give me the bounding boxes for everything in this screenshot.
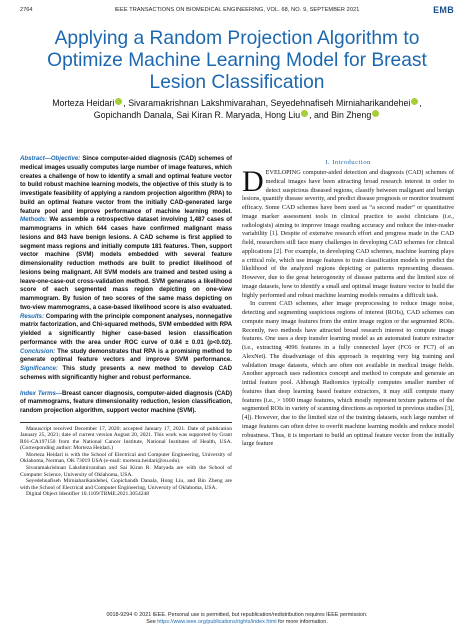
orcid-icon[interactable] — [301, 110, 308, 117]
abstract-results: Comparing with the principle component analyses, nonnegative matrix factorization, and Chi-squared methods, SVM embedded with RPA yielded a significantly higher case-based lesion classification performance with the area under ROC curve of 0.84 ± 0.01 (p<0.02). — [20, 312, 232, 346]
orcid-icon[interactable] — [411, 98, 418, 105]
significance-label: Significance: — [20, 365, 58, 372]
index-terms-label: Index Terms— — [20, 389, 63, 397]
author-group-2: Sivaramakrishnan Lakshmivarahan, Seyedehnafiseh Mirniaharikandehei — [128, 98, 411, 108]
abstract-objective: Since computer-aided diagnosis (CAD) schemes of medical images usually computes large number of image features, which creates a challenge of how to identify a small and optimal feature vector to build robust machine learning models, the objective of this study is to investigate feasibility of applying a random projection algorithm (RPA) to build an optimal feature vector from the initially CAD-generated large feature pool and improve performance of machine learning model. — [20, 155, 232, 215]
abstract-methods: We assemble a retrospective dataset involving 1,487 cases of mammograms in which 644 cases have confirmed malignant mass lesions and 843 have benign lesions. A CAD scheme is first applied to segment mass regions and initially compute 181 features. Then, support vector machine (SVM) models embedded with several feature dimensionality reduction methods are built to predict likelihood of lesions being malignant. All SVM models are trained and tested using a leave-one-case-out cross-validation method. SVM generates a likelihood score of each segmented mass region depicting on one-view mammogram. By fusion of two scores of the same mass depicting on two-view mammograms, a case-based likelihood score is also evaluated. — [20, 216, 232, 311]
footnote-affiliation: Seyedehnafiseh Mirniaharikandehei, Gopichandh Danala, Hong Liu, and Bin Zheng are with the School of Electrical and Computer Engineering, University of Oklahoma, USA. — [20, 478, 232, 491]
abstract-significance: This study presents a new method to develop CAD schemes with significantly higher and robust performance. — [20, 365, 232, 381]
orcid-icon[interactable] — [372, 110, 379, 117]
emb-logo: EMB — [433, 5, 454, 15]
journal-name: IEEE TRANSACTIONS ON BIOMEDICAL ENGINEERING, VOL. 68, NO. 9, SEPTEMBER 2021 — [114, 7, 360, 13]
drop-cap: D — [242, 165, 264, 198]
running-header — [20, 6, 454, 18]
rights-link[interactable]: https://www.ieee.org/publications/rights/index.html — [157, 619, 277, 625]
author-group-4: , and Bin Zheng — [309, 110, 372, 120]
footnote-manuscript: Manuscript received December 17, 2020; accepted January 17, 2021. Date of publication January 25, 2021; date of current version August 20, 2021. This work was supported by Grant R01-CA197150 from the National Cancer Institute, National Institutes of Health, USA. (Corresponding author: Morteza Heidari.) — [20, 425, 232, 452]
copyright-footer — [20, 612, 454, 626]
rights-line: See https://www.ieee.org/publications/rights/index.html for more information. — [146, 619, 328, 625]
footnote-divider — [20, 422, 232, 423]
abstract-conclusion: The study demonstrates that RPA is a promising method to generate optimal feature vectors and improve SVM performance. — [20, 347, 232, 364]
orcid-icon[interactable] — [115, 98, 122, 105]
footnote-affiliation: Sivaramakrishnan Lakshmivarahan and Sai Kiran R. Maryada are with the School of Computer Science, University of Oklahoma, USA. — [20, 465, 232, 478]
index-terms — [20, 390, 232, 416]
results-label: Results: — [20, 312, 45, 320]
section-heading-introduction: I. Introduction — [325, 159, 371, 166]
left-column — [20, 155, 232, 498]
page-number: 2764 — [20, 7, 33, 13]
introduction-body — [242, 165, 454, 449]
author-list: Morteza Heidari , Sivaramakrishnan Lakshmivarahan, Seyedehnafiseh Mirniaharikandehei , Gopichandh Danala, Sai Kiran R. Maryada, Hong Liu , and Bin Zheng — [52, 98, 422, 120]
index-terms-text: Breast cancer diagnosis, computer-aided diagnosis (CAD) of mammograms, feature dimensionality reduction, lesion classification, random projection algorithm, support vector machine (SVM). — [20, 389, 232, 414]
footnotes — [20, 426, 232, 498]
intro-paragraph-1: computer-aided detection and diagnosis (CAD) schemes of medical images have been attracting broad research interest in order to detect suspicious diseased regions, classify between malignant and benign lesions, quantify disease severity, and predict disease prognosis or monitor treatment efficacy. Some CAD schemes have been used as “a second reader” or quantitative image marker assessment tools in clinical practice to assist clinicians (i.e., radiologists) aiming to improve image reading accuracy and reduce the inter-reader variability [1]. Despite of extensive research effort and progress made in the CAD field, researchers still face many challenges in developing CAD schemes for clinical applications [2]. For example, in developing CAD schemes, machine learning plays a critical role, which use image features to train classification models to predict the likelihood of the analyzed regions depicting or patterns representing diseases. However, due to the great heterogeneity of disease patterns and the limited size of image datasets, how to identify a small and optimal image feature vector to build the highly performed and robust machine learning models remains a difficult task. — [242, 169, 454, 299]
right-column — [242, 155, 454, 449]
abstract — [20, 155, 232, 383]
author-group-3: Gopichandh Danala, Sai Kiran R. Maryada, Hong Liu — [93, 110, 301, 120]
intro-lead-word: EVELOPING — [265, 169, 301, 176]
intro-paragraph — [242, 165, 454, 300]
copyright-line: 0018-9294 © 2021 IEEE. Personal use is permitted, but republication/redistribution requires IEEE permission. — [106, 612, 368, 618]
footnote-affiliation: Morteza Heidari is with the School of Electrical and Computer Engineering, University of Oklahoma, Norman, OK 73019 USA (e-mail: morteza.heidari@ou.edu). — [20, 451, 232, 465]
abstract-label: Abstract—Objective: — [20, 155, 81, 162]
methods-label: Methods: — [20, 216, 48, 224]
paper-title: Applying a Random Projection Algorithm to Optimize Machine Learning Model for Breast Lesion Classification — [47, 28, 427, 93]
conclusion-label: Conclusion: — [20, 347, 56, 355]
intro-paragraph-2: In current CAD schemes, after image preprocessing to reduce image noise, detecting and segmenting suspicious regions of interest (ROIs), CAD schemes can compute many image features from the entire image region or the segmented ROIs. Recently, two methods have attracted broad research interest to compute image features. One uses a deep transfer learning model as an automated feature extractor (i.e., extracting 4096 features in a fully connected layer (FC6 or FC7) of an AlexNet). The disadvantage of this approach is requiring very big training and validation image datasets, which are often not available in medical image fields. Another approach uses radiomics concept and method to compute and generate an initial feature pool. Although Radiomics typically computes smaller number of features than deep learning based feature extractors, it may still compute many features (i.e., > 1000 image features, which mostly represent texture patterns of the segmented ROIs in variety of scanning directions as reported in previous studies [3], [4]). However, due to the limited size of the training datasets, such large number of image features can often drive to overfit machine learning models and reduce model robustness. Thus, it is important to build an optimal feature vector from the initially large feature — [242, 300, 454, 448]
author-1: Morteza Heidari — [52, 98, 115, 108]
footnote-doi: Digital Object Identifier 10.1109/TBME.2021.3054248 — [26, 491, 150, 498]
